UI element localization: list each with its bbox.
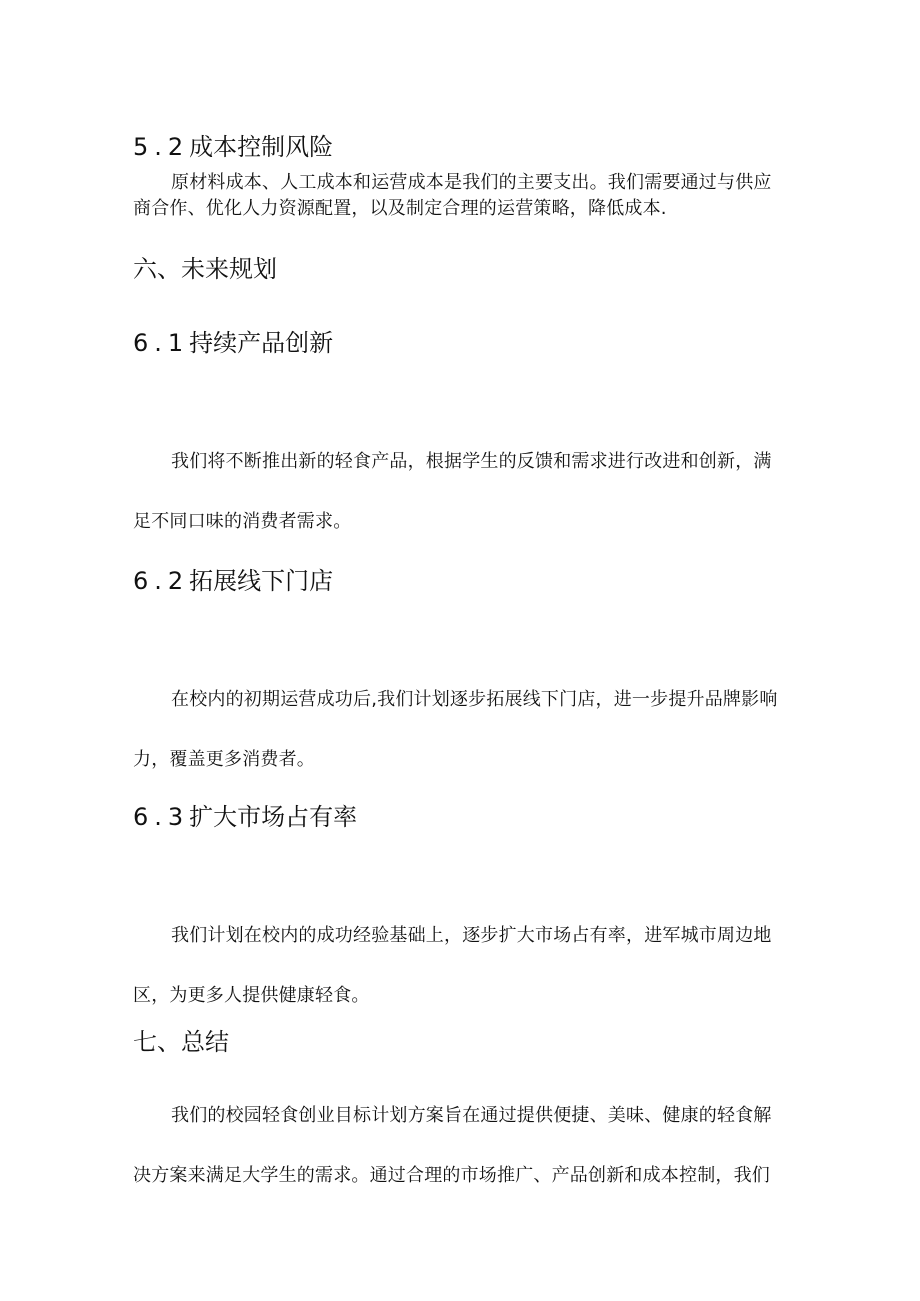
heading-number: 6.1	[133, 329, 190, 357]
heading-title: 扩大市场占有率	[189, 803, 358, 831]
paragraph-6-2	[133, 670, 793, 790]
paragraph-line: 商合作、优化人力资源配置，以及制定合理的运营策略，降低成本.	[133, 198, 667, 219]
heading-6-2	[133, 566, 793, 596]
paragraph-6-3	[133, 906, 793, 1026]
heading-title: 成本控制风险	[189, 133, 334, 161]
paragraph-line: 决方案来满足大学生的需求。通过合理的市场推广、产品创新和成本控制，我们	[133, 1165, 770, 1186]
paragraph-line: 在校内的初期运营成功后,我们计划逐步拓展线下门店，进一步提升品牌影响	[171, 689, 778, 710]
paragraph-line: 我们将不断推出新的轻食产品，根据学生的反馈和需求进行改进和创新，满	[171, 451, 772, 472]
paragraph-line: 足不同口味的消费者需求。	[133, 511, 352, 532]
paragraph-line: 力，覆盖更多消费者。	[133, 749, 315, 770]
heading-title: 持续产品创新	[189, 329, 334, 357]
heading-number: 6.2	[133, 567, 190, 595]
paragraph-line: 原材料成本、人工成本和运营成本是我们的主要支出。我们需要通过与供应	[171, 172, 772, 193]
heading-number: 6.3	[133, 803, 190, 831]
heading-chapter-7: 七、总结	[133, 1028, 229, 1056]
heading-6-3	[133, 802, 793, 832]
paragraph-line: 我们计划在校内的成功经验基础上，逐步扩大市场占有率，进军城市周边地	[171, 925, 772, 946]
heading-chapter-6: 六、未来规划	[133, 255, 277, 283]
heading-5-2	[133, 132, 793, 162]
paragraph-6-1	[133, 432, 793, 552]
heading-number: 5.2	[133, 133, 190, 161]
paragraph-7	[133, 1086, 793, 1206]
paragraph-line: 区，为更多人提供健康轻食。	[133, 985, 370, 1006]
paragraph-5-2	[133, 170, 793, 222]
paragraph-line: 我们的校园轻食创业目标计划方案旨在通过提供便捷、美味、健康的轻食解	[171, 1105, 772, 1126]
heading-6-1	[133, 328, 793, 358]
heading-title: 拓展线下门店	[189, 567, 334, 595]
